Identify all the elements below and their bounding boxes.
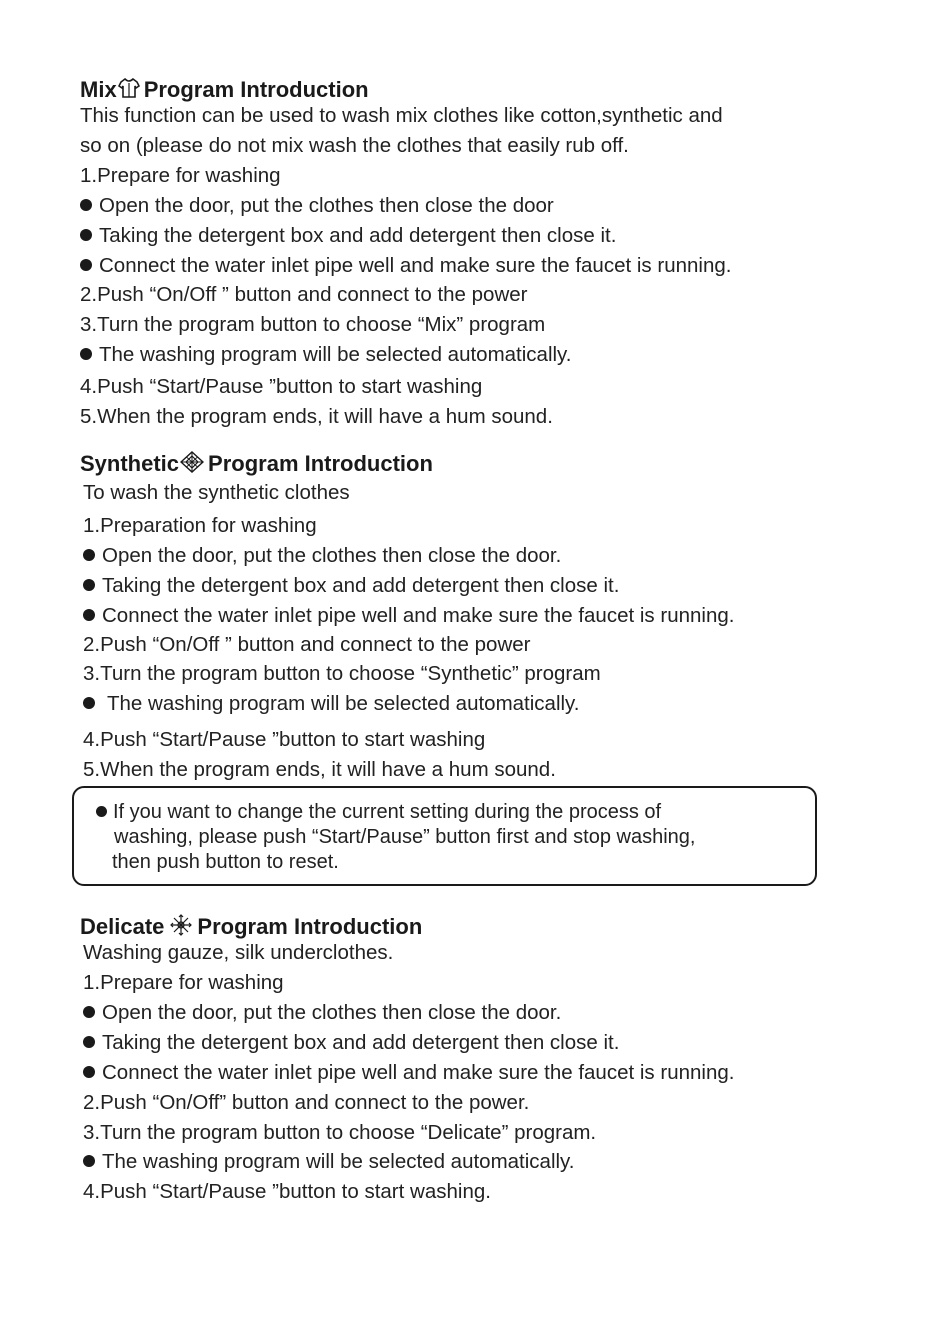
note-line-2: then push button to reset. (112, 851, 339, 873)
delicate-bullet-4 (83, 1150, 574, 1174)
mix-line-5: Connect the water inlet pipe well and make sure the faucet is running. (99, 254, 732, 277)
synthetic-title-word: Synthetic (80, 451, 180, 476)
bullet-dot (80, 259, 92, 271)
synthetic-line-9: 5.When the program ends, it will have a hum sound. (83, 758, 556, 781)
mix-line-9: 4.Push “Start/Pause ”button to start washing (80, 375, 483, 398)
delicate-line-0: Washing gauze, silk underclothes. (83, 941, 394, 964)
bullet-dot (83, 579, 95, 591)
mix-line-3: Open the door, put the clothes then close the door (99, 194, 554, 217)
mix-line-4: Taking the detergent box and add detergent then close it. (99, 224, 617, 247)
bullet-dot (83, 1006, 95, 1018)
mix-bullet-1 (80, 194, 554, 218)
delicate-line-7: The washing program will be selected automatically. (102, 1150, 575, 1173)
mix-line-8: The washing program will be selected automatically. (99, 343, 572, 366)
mix-line-10: 5.When the program ends, it will have a hum sound. (80, 405, 553, 428)
delicate-line-5: 2.Push “On/Off” button and connect to the power. (83, 1091, 530, 1114)
synthetic-line-2: Open the door, put the clothes then close the door. (102, 544, 562, 567)
synthetic-line-8: 4.Push “Start/Pause ”button to start washing (83, 728, 486, 751)
synthetic-line-6: 3.Turn the program button to choose “Synthetic” program (83, 662, 601, 685)
delicate-bullet-1 (83, 1001, 561, 1025)
synthetic-bullet-3 (83, 604, 734, 628)
delicate-bullet-3 (83, 1061, 734, 1085)
synthetic-line-0: To wash the synthetic clothes (83, 481, 350, 504)
synthetic-line-7: The washing program will be selected automatically. (107, 692, 580, 715)
delicate-bullet-2 (83, 1031, 619, 1055)
mix-line-7: 3.Turn the program button to choose “Mix” program (80, 313, 546, 336)
delicate-line-3: Taking the detergent box and add detergent then close it. (102, 1031, 620, 1054)
bullet-dot (83, 549, 95, 561)
delicate-program-heading (80, 914, 422, 942)
mix-bullet-2 (80, 224, 616, 248)
bullet-dot (83, 1036, 95, 1048)
synthetic-bullet-2 (83, 574, 619, 598)
bullet-dot (83, 609, 95, 621)
shirt-icon (118, 77, 140, 105)
delicate-title-word: Delicate (80, 914, 165, 939)
delicate-line-4: Connect the water inlet pipe well and make sure the faucet is running. (102, 1061, 735, 1084)
bullet-dot (96, 806, 107, 817)
note-box (72, 786, 817, 886)
mix-bullet-3 (80, 254, 731, 278)
mix-program-heading (80, 77, 369, 105)
synthetic-bullet-4 (83, 692, 579, 716)
mix-title-word: Mix (80, 77, 117, 102)
mix-line-2: 1.Prepare for washing (80, 164, 281, 187)
synthetic-program-heading (80, 451, 433, 479)
delicate-flower-icon (169, 914, 193, 942)
synthetic-line-5: 2.Push “On/Off ” button and connect to the power (83, 633, 531, 656)
note-line-1: washing, please push “Start/Pause” button first and stop washing, (114, 826, 696, 848)
bullet-dot (83, 1155, 95, 1167)
mix-title-rest: Program Introduction (143, 77, 369, 102)
bullet-dot (83, 697, 95, 709)
mix-line-1: so on (please do not mix wash the clothes that easily rub off. (80, 134, 629, 157)
note-line-0: If you want to change the current setting during the process of (113, 801, 662, 823)
bullet-dot (80, 229, 92, 241)
bullet-dot (83, 1066, 95, 1078)
synthetic-line-3: Taking the detergent box and add detergent then close it. (102, 574, 620, 597)
delicate-title-rest: Program Introduction (197, 914, 423, 939)
synthetic-diamond-icon (180, 451, 204, 479)
mix-line-0: This function can be used to wash mix clothes like cotton,synthetic and (80, 104, 723, 127)
note-bullet (96, 800, 661, 824)
synthetic-title-rest: Program Introduction (208, 451, 433, 476)
mix-bullet-4 (80, 343, 571, 367)
synthetic-bullet-1 (83, 544, 561, 568)
delicate-line-1: 1.Prepare for washing (83, 971, 284, 994)
bullet-dot (80, 199, 92, 211)
delicate-line-2: Open the door, put the clothes then close the door. (102, 1001, 562, 1024)
bullet-dot (80, 348, 92, 360)
delicate-line-6: 3.Turn the program button to choose “Delicate” program. (83, 1121, 597, 1144)
synthetic-line-1: 1.Preparation for washing (83, 514, 317, 537)
mix-line-6: 2.Push “On/Off ” button and connect to the power (80, 283, 528, 306)
delicate-line-8: 4.Push “Start/Pause ”button to start washing. (83, 1180, 491, 1203)
synthetic-line-4: Connect the water inlet pipe well and make sure the faucet is running. (102, 604, 735, 627)
